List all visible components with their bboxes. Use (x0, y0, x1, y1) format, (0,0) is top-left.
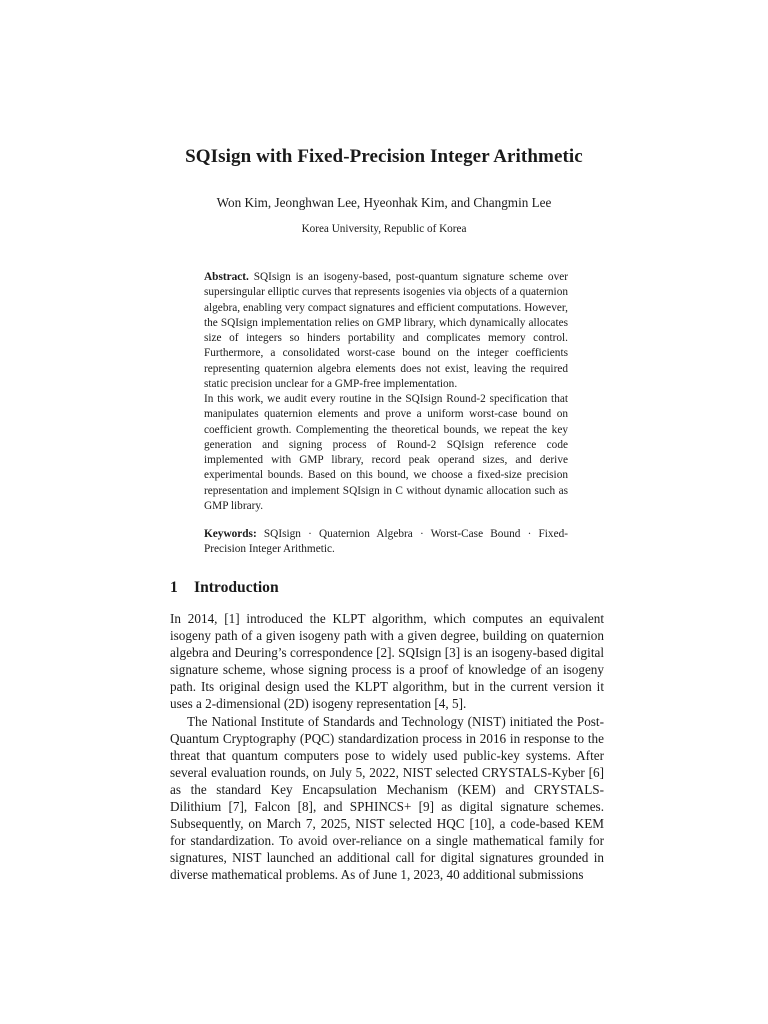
abstract-block (204, 270, 568, 514)
author-list: Won Kim, Jeonghwan Lee, Hyeonhak Kim, and Changmin Lee (216, 195, 552, 210)
abstract-paragraph-1 (204, 270, 568, 392)
paper-title: SQIsign with Fixed-Precision Integer Arithmetic (185, 146, 583, 167)
abstract-paragraph-2: In this work, we audit every routine in the SQIsign Round-2 specification that manipulates quaternion elements and prove a uniform worst-case bound on coefficient growth. Complementing the theoretical bounds, we repeat the key generation and signing process of Round-2 SQIsign reference code implemented with GMP library, record peak operand sizes, and derive experimental bounds. Based on this bound, we choose a fixed-size precision representation and implement SQIsign in C without dynamic allocation such as GMP library. (204, 393, 568, 512)
keywords-label: Keywords: (204, 528, 257, 540)
keywords-block (204, 527, 568, 558)
keywords-text: SQIsign · Quaternion Algebra · Worst-Case Bound · Fixed-Precision Integer Arithmetic. (204, 528, 568, 556)
affiliation: Korea University, Republic of Korea (301, 223, 467, 235)
abstract-text-1: SQIsign is an isogeny-based, post-quantum signature scheme over supersingular elliptic curves that represents isogenies via objects of a quaternion algebra, enabling very compact signatures and efficient computations. However, the SQIsign implementation relies on GMP library, which dynamically allocates size of integers so hinders portability and complicates memory control. Furthermore, a consolidated worst-case bound on the integer coefficients representing quaternion algebra elements does not exist, leaving the required static precision unclear for a GMP-free implementation. (204, 271, 568, 390)
section-heading (170, 579, 279, 597)
section-number: 1 (170, 579, 178, 596)
body-paragraph-1: In 2014, [1] introduced the KLPT algorithm, which computes an equivalent isogeny path of a given isogeny path with a given degree, building on quaternion algebra and Deuring’s correspondence [2]. SQIsign [3] is an isogeny-based digital signature scheme, whose signing process is a proof of knowledge of an isogeny path. Its original design used the KLPT algorithm, but in the current version it uses a 2-dimensional (2D) isogeny representation [4, 5]. (170, 611, 604, 712)
body-paragraph-2: The National Institute of Standards and Technology (NIST) initiated the Post-Quantum Cryptography (PQC) standardization process in 2016 in response to the threat that quantum computers pose to widely used public-key systems. After several evaluation rounds, on July 5, 2022, NIST selected CRYSTALS-Kyber [6] as the standard Key Encapsulation Mechanism (KEM) and CRYSTALS-Dilithium [7], Falcon [8], and SPHINCS+ [9] as digital signature schemes. Subsequently, on March 7, 2025, NIST selected HQC [10], a code-based KEM for standardization. To avoid over-reliance on a single mathematical family for signatures, NIST launched an additional call for digital signatures grounded in diverse mathematical problems. As of June 1, 2023, 40 additional submissions (170, 713, 604, 883)
body-text (170, 610, 604, 884)
abstract-label: Abstract. (204, 271, 249, 283)
section-title: Introduction (194, 579, 279, 596)
